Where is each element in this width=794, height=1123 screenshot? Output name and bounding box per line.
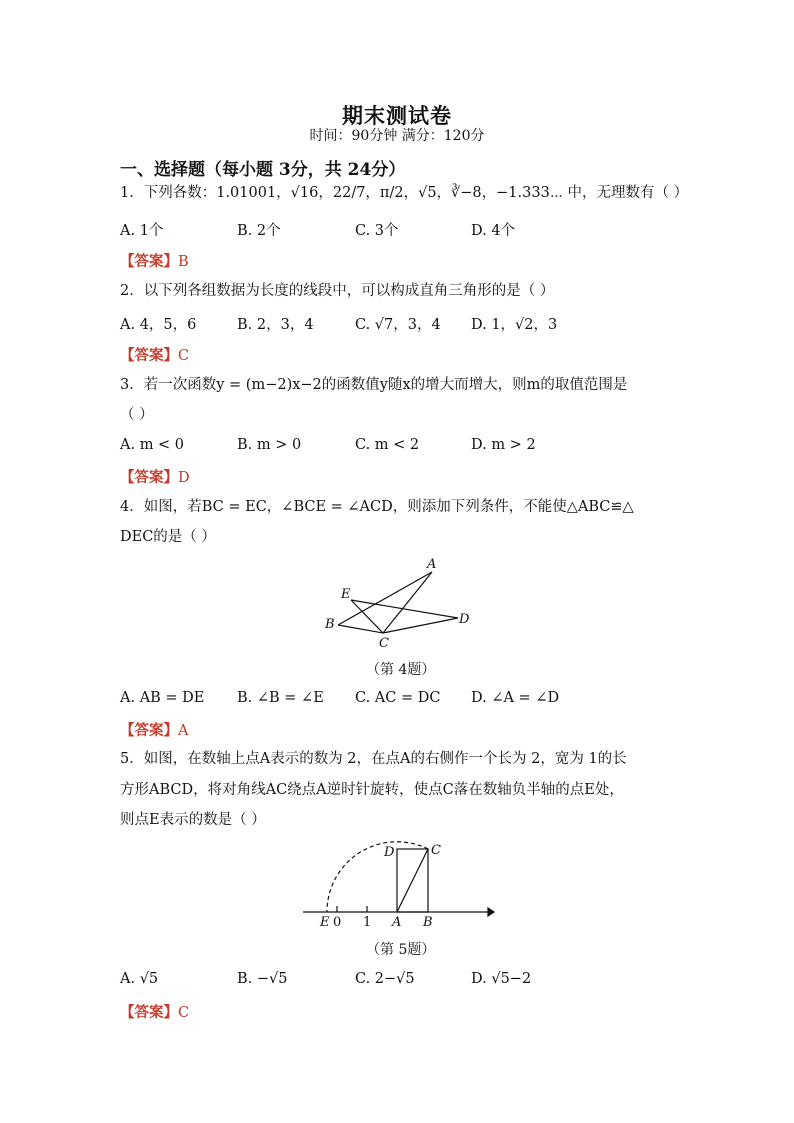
point-b-label: B	[325, 617, 335, 632]
segment-ed	[351, 600, 458, 618]
point-a-label: A	[392, 915, 402, 930]
answer-value: D	[178, 470, 190, 486]
answer-value: C	[178, 348, 190, 364]
q5-option-a: A. √5	[120, 971, 159, 987]
q2-option-b: B. 2，3，4	[237, 317, 314, 333]
q4-option-c: C. AC = DC	[355, 690, 441, 706]
q1-option-b: B. 2个	[237, 223, 281, 239]
q3-answer	[120, 466, 190, 487]
tick-1-label: 1	[363, 915, 372, 930]
q1-option-a: A. 1个	[120, 223, 164, 239]
q4-option-a: A. AB = DE	[120, 690, 205, 706]
point-a-label: A	[427, 557, 437, 572]
segment-ba	[338, 572, 432, 625]
diagonal-ac	[397, 849, 428, 912]
segment-cd	[383, 618, 458, 633]
q5-answer	[120, 1001, 189, 1022]
question-2-stem: 2．以下列各组数据为长度的线段中，可以构成直角三角形的是（ ）	[120, 283, 555, 299]
point-d-label: D	[459, 612, 470, 627]
q4-figure-caption: （第 4题）	[366, 662, 436, 678]
question-3-stem-cont: （ ）	[120, 407, 154, 423]
q1-option-d: D. 4个	[471, 223, 516, 239]
q2-option-c: C. √7，3，4	[355, 317, 441, 333]
exam-info: 时间：90分钟 满分：120分	[309, 128, 485, 144]
segment-bc	[338, 625, 383, 633]
q4-answer	[120, 719, 188, 740]
point-d-label: D	[384, 845, 395, 860]
point-c-label: C	[431, 843, 441, 858]
answer-label: 【答案】	[120, 722, 178, 739]
q1-answer	[120, 250, 189, 271]
q4-option-d: D. ∠A = ∠D	[471, 690, 560, 706]
answer-label: 【答案】	[120, 253, 178, 270]
q2-answer	[120, 344, 189, 365]
question-4-stem-cont: DEC的是（ ）	[120, 529, 216, 545]
answer-label: 【答案】	[120, 347, 178, 364]
point-b-label: B	[423, 915, 433, 930]
section-heading: 一、选择题（每小题 3分，共 24分）	[120, 160, 406, 180]
question-5-stem: 5．如图，在数轴上点A表示的数为 2，在点A的右侧作一个长为 2，宽为 1的长	[120, 751, 627, 767]
rotation-arc	[327, 842, 428, 912]
q5-option-d: D. √5−2	[471, 971, 532, 987]
answer-label: 【答案】	[120, 1004, 178, 1021]
rectangle-abcd	[397, 849, 428, 912]
axis-arrow	[488, 908, 494, 916]
segment-ec	[351, 600, 383, 633]
question-1-stem: 1．下列各数：1.01001，√16，22/7，π/2，√5，∛−8，−1.333⋯ 中，无理数有（ ）	[120, 185, 689, 201]
answer-value: A	[178, 723, 189, 739]
q2-option-d: D. 1，√2，3	[471, 317, 558, 333]
answer-value: B	[178, 254, 189, 270]
point-e-label: E	[341, 587, 351, 602]
q1-option-c: C. 3个	[355, 223, 399, 239]
segment-ac	[383, 572, 432, 633]
question-4-stem: 4．如图，若BC = EC，∠BCE = ∠ACD，则添加下列条件，不能使△ABC≌△	[120, 499, 634, 515]
q4-option-b: B. ∠B = ∠E	[237, 690, 324, 706]
q3-option-a: A. m < 0	[120, 437, 185, 453]
q3-option-b: B. m > 0	[237, 437, 302, 453]
question-5-stem-cont: 方形ABCD，将对角线AC绕点A逆时针旋转，使点C落在数轴负半轴的点E处，	[120, 782, 624, 798]
question-3-stem: 3．若一次函数y = (m−2)x−2的函数值y随x的增大而增大，则m的取值范围是	[120, 377, 628, 393]
answer-label: 【答案】	[120, 469, 178, 486]
tick-0-label: 0	[333, 915, 342, 930]
point-c-label: C	[379, 636, 389, 651]
q5-figure-caption: （第 5题）	[366, 942, 436, 958]
page-title: 期末测试卷	[342, 103, 452, 128]
answer-value: C	[178, 1005, 190, 1021]
point-e-label: E	[320, 915, 330, 930]
question-5-stem-cont2: 则点E表示的数是（ ）	[120, 812, 266, 828]
q3-option-c: C. m < 2	[355, 437, 420, 453]
q2-option-a: A. 4，5，6	[120, 317, 197, 333]
q5-option-c: C. 2−√5	[355, 971, 415, 987]
q3-option-d: D. m > 2	[471, 437, 536, 453]
q5-option-b: B. −√5	[237, 971, 288, 987]
